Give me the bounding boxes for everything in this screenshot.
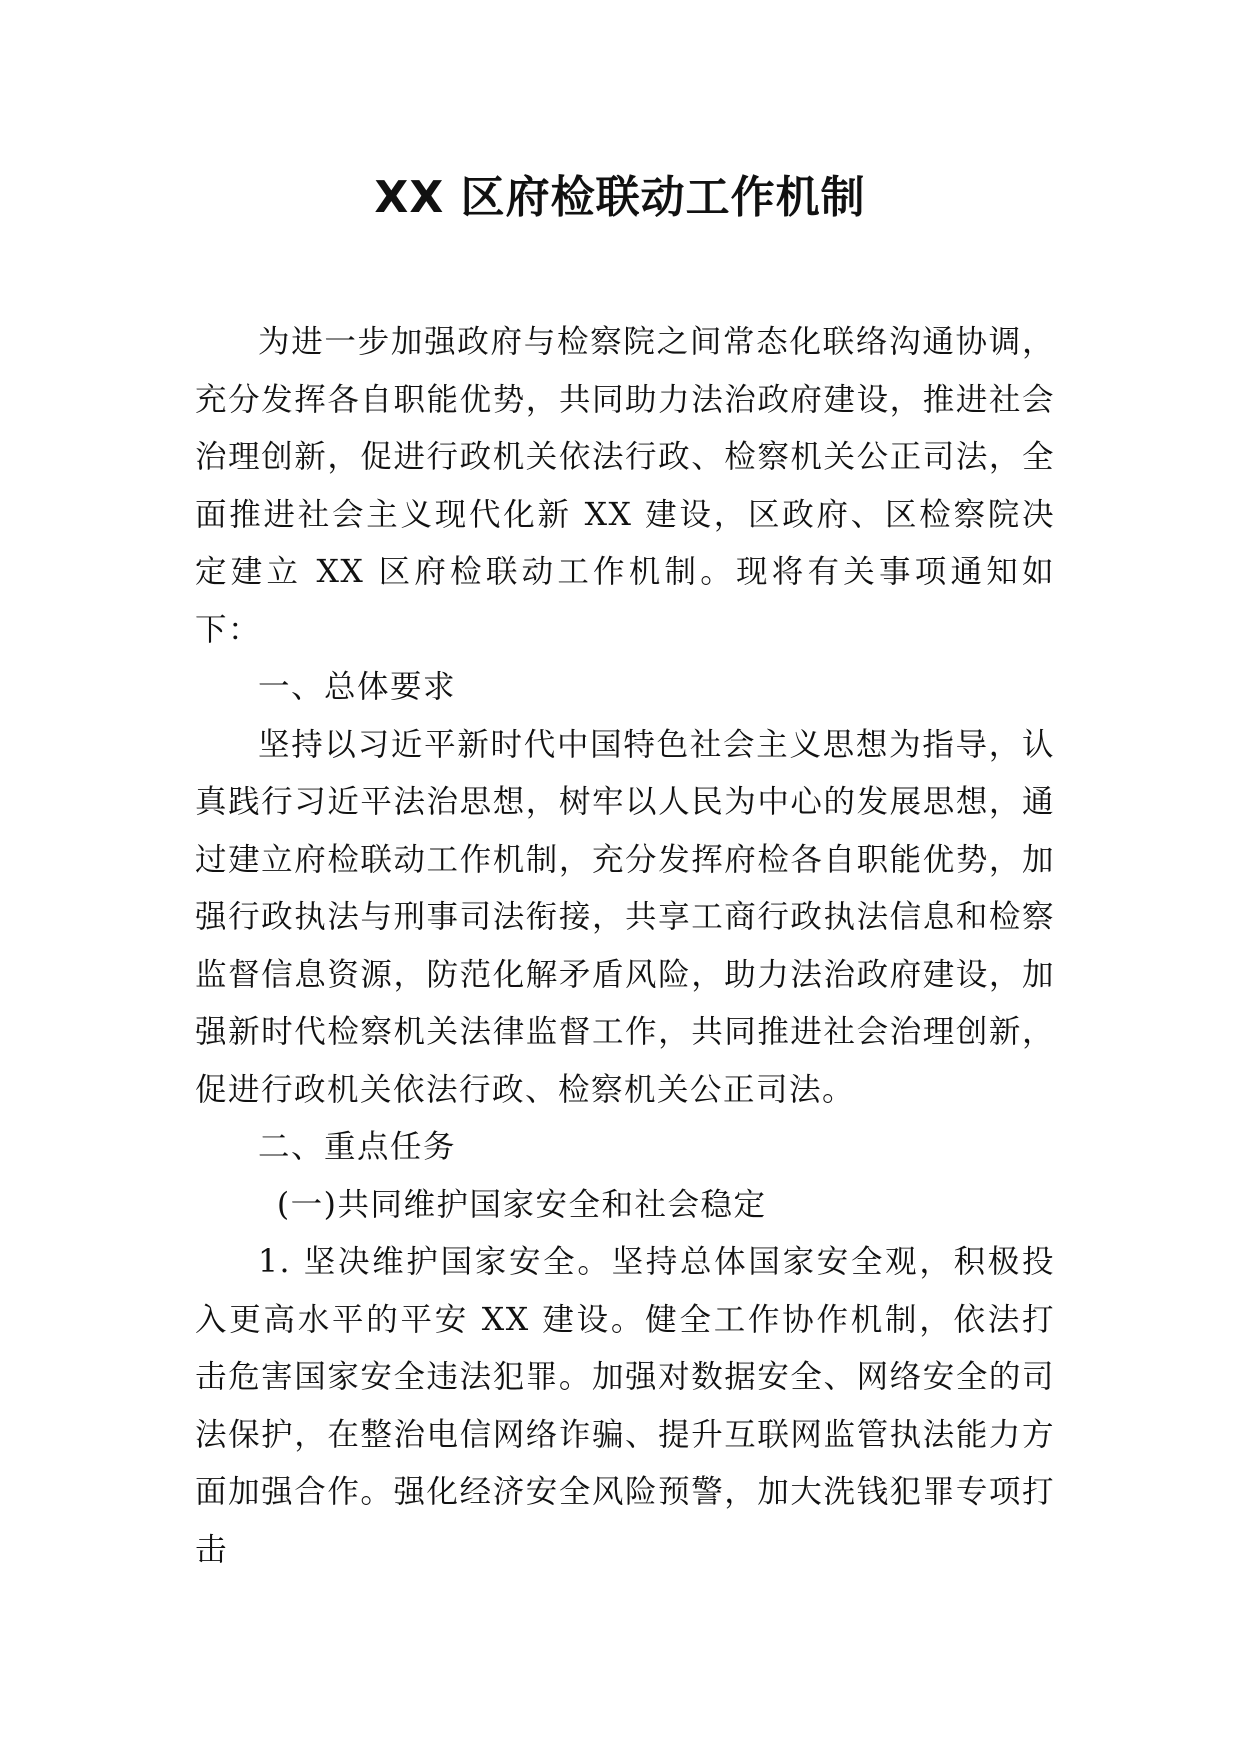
section-heading-general-requirements: 一、总体要求 (258, 669, 457, 705)
document-body (195, 314, 1055, 1579)
general-requirements-paragraph: 坚持以习近平新时代中国特色社会主义思想为指导，认真践行习近平法治思想，树牢以人民为中心的发展思想，通过建立府检联动工作机制，充分发挥府检各自职能优势，加强行政执法与刑事司法衔接，共享工商行政执法信息和检察监督信息资源，防范化解矛盾风险，助力法治政府建设，加强新时代检察机关法律监督工作，共同推进社会治理创新，促进行政机关依法行政、检察机关公正司法。 (195, 726, 1055, 1108)
section-heading-key-tasks: 二、重点任务 (258, 1129, 457, 1165)
document-title: XX 区府检联动工作机制 (374, 172, 866, 223)
national-security-paragraph: 1. 坚决维护国家安全。坚持总体国家安全观，积极投入更高水平的平安 XX 建设。健全工作协作机制，依法打击危害国家安全违法犯罪。加强对数据安全、网络安全的司法保护，在整治电信网络诈骗、提升互联网监管执法能力方面加强合作。强化经济安全风险预警，加大洗钱犯罪专项打击 (195, 1244, 1055, 1568)
intro-paragraph: 为进一步加强政府与检察院之间常态化联络沟通协调，充分发挥各自职能优势，共同助力法治政府建设，推进社会治理创新，促进行政机关依法行政、检察机关公正司法，全面推进社会主义现代化新 XX 建设，区政府、区检察院决定建立 XX 区府检联动工作机制。现将有关事项通知如下： (195, 324, 1055, 648)
subsection-heading-national-security: (一)共同维护国家安全和社会稳定 (276, 1186, 767, 1223)
